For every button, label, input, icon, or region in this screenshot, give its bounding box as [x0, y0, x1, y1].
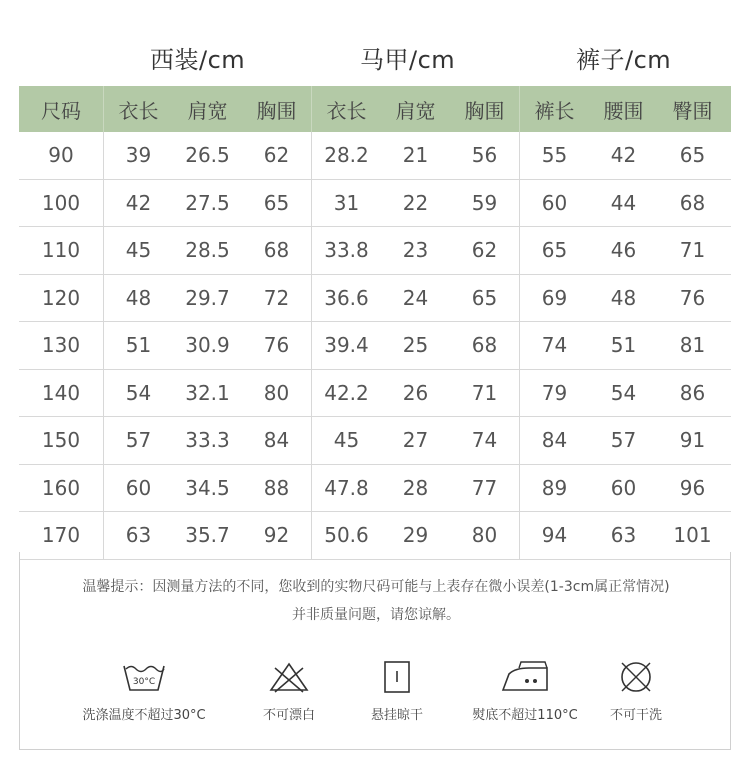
header-cell: 衣长 [118, 98, 159, 123]
no-dry-clean-icon [614, 660, 658, 694]
measure-cell: 29 [402, 523, 429, 548]
measure-cell: 45 [125, 238, 152, 263]
measure-cell: 68 [450, 322, 520, 369]
measure-cell: 86 [679, 380, 706, 405]
measure-cell: 60 [610, 475, 637, 500]
measure-cell: 59 [450, 180, 520, 227]
measure-cell: 22 [402, 190, 429, 215]
measure-cell: 60 [541, 190, 568, 215]
measure-cell: 44 [610, 190, 637, 215]
wash-temp-text: 30°C [132, 677, 156, 687]
header-cell: 尺码 [19, 86, 104, 132]
table-row [19, 370, 731, 418]
measure-cell: 34.5 [185, 475, 230, 500]
care-item-wash [74, 660, 214, 723]
measure-cell: 79 [541, 380, 568, 405]
measure-cell: 36.6 [324, 285, 369, 310]
measure-cell: 62 [242, 132, 312, 179]
table-row [19, 322, 731, 370]
measure-cell: 39.4 [324, 333, 369, 358]
measure-cell: 63 [610, 523, 637, 548]
size-cell: 160 [19, 465, 104, 512]
measure-cell: 65 [541, 238, 568, 263]
measure-cell: 84 [541, 428, 568, 453]
measure-cell: 69 [541, 285, 568, 310]
measure-cell: 63 [125, 523, 152, 548]
measure-cell: 80 [242, 370, 312, 417]
measure-cell: 65 [679, 143, 706, 168]
measure-cell: 29.7 [185, 285, 230, 310]
measure-cell: 65 [450, 275, 520, 322]
measure-cell: 51 [125, 333, 152, 358]
measure-cell: 96 [679, 475, 706, 500]
care-item-dryclean [566, 660, 706, 723]
size-cell: 120 [19, 275, 104, 322]
size-cell: 110 [19, 227, 104, 274]
measure-cell: 48 [125, 285, 152, 310]
measure-cell: 33.8 [324, 238, 369, 263]
measure-cell: 56 [450, 132, 520, 179]
size-cell: 140 [19, 370, 104, 417]
measure-cell: 28.2 [324, 143, 369, 168]
size-cell: 90 [19, 132, 104, 179]
measure-cell: 23 [402, 238, 429, 263]
measure-cell: 42 [125, 190, 152, 215]
measure-cell: 84 [242, 417, 312, 464]
measure-cell: 54 [610, 380, 637, 405]
measure-cell: 57 [610, 428, 637, 453]
measure-cell: 74 [450, 417, 520, 464]
measure-cell: 77 [450, 465, 520, 512]
size-table [19, 86, 731, 560]
size-cell: 170 [19, 512, 104, 559]
group-title-pants: 裤子/cm [576, 46, 672, 74]
table-header-row [19, 86, 731, 132]
notice-box [19, 552, 731, 750]
measure-cell: 94 [541, 523, 568, 548]
header-cell: 裤长 [534, 98, 575, 123]
measure-cell: 24 [402, 285, 429, 310]
measure-cell: 88 [242, 465, 312, 512]
measure-cell: 25 [402, 333, 429, 358]
hang-dry-icon [375, 660, 419, 694]
measure-cell: 28.5 [185, 238, 230, 263]
measure-cell: 46 [610, 238, 637, 263]
header-cell: 腰围 [603, 98, 644, 123]
table-row [19, 465, 731, 513]
measure-cell: 51 [610, 333, 637, 358]
measure-cell: 91 [679, 428, 706, 453]
table-row [19, 132, 731, 180]
header-cell: 臀围 [672, 98, 713, 123]
measure-cell: 42 [610, 143, 637, 168]
measure-cell: 26.5 [185, 143, 230, 168]
size-cell: 130 [19, 322, 104, 369]
measure-cell: 72 [242, 275, 312, 322]
header-cell: 胸围 [450, 86, 520, 132]
header-cell: 胸围 [242, 86, 312, 132]
measure-cell: 21 [402, 143, 429, 168]
header-cell: 衣长 [326, 98, 367, 123]
measure-cell: 48 [610, 285, 637, 310]
measure-cell: 101 [673, 523, 712, 548]
care-label: 悬挂晾干 [370, 708, 423, 723]
notice-text-line1: 温馨提示：因测量方法的不同，您收到的实物尺码可能与上表存在微小误差(1-3cm属正常情况) [82, 579, 670, 595]
group-title-vest: 马甲/cm [360, 46, 456, 74]
measure-cell: 32.1 [185, 380, 230, 405]
measure-cell: 76 [242, 322, 312, 369]
measure-cell: 80 [450, 512, 520, 559]
measure-cell: 28 [402, 475, 429, 500]
header-cell: 肩宽 [187, 98, 228, 123]
measure-cell: 60 [125, 475, 152, 500]
care-label: 不可干洗 [609, 708, 662, 723]
measure-cell: 54 [125, 380, 152, 405]
measure-cell: 27.5 [185, 190, 230, 215]
header-cell: 肩宽 [395, 98, 436, 123]
table-row [19, 180, 731, 228]
measure-cell: 89 [541, 475, 568, 500]
measure-cell: 76 [679, 285, 706, 310]
measure-cell: 55 [541, 143, 568, 168]
care-label: 熨底不超过110°C [472, 708, 578, 723]
table-body [19, 132, 731, 560]
measure-cell: 47.8 [324, 475, 369, 500]
care-item-hang [327, 660, 467, 723]
measure-cell: 50.6 [324, 523, 369, 548]
measure-cell: 68 [679, 190, 706, 215]
table-row [19, 275, 731, 323]
table-row [19, 417, 731, 465]
size-cell: 100 [19, 180, 104, 227]
measure-cell: 35.7 [185, 523, 230, 548]
no-bleach-icon [267, 660, 311, 694]
measure-cell: 71 [450, 370, 520, 417]
size-cell: 150 [19, 417, 104, 464]
measure-cell: 74 [541, 333, 568, 358]
iron-110-icon [497, 660, 553, 694]
measure-cell: 62 [450, 227, 520, 274]
measure-cell: 45 [333, 428, 360, 453]
measure-cell: 57 [125, 428, 152, 453]
measure-cell: 71 [679, 238, 706, 263]
measure-cell: 27 [402, 428, 429, 453]
measure-cell: 65 [242, 180, 312, 227]
care-label: 不可漂白 [262, 708, 315, 723]
measure-cell: 68 [242, 227, 312, 274]
measure-cell: 92 [242, 512, 312, 559]
measure-cell: 81 [679, 333, 706, 358]
care-label: 洗涤温度不超过30°C [82, 708, 206, 723]
measure-cell: 31 [333, 190, 360, 215]
measure-cell: 42.2 [324, 380, 369, 405]
measure-cell: 30.9 [185, 333, 230, 358]
measure-cell: 33.3 [185, 428, 230, 453]
measure-cell: 39 [125, 143, 152, 168]
wash-30-icon [120, 660, 168, 694]
table-row [19, 227, 731, 275]
group-title-suit: 西装/cm [150, 46, 246, 74]
measure-cell: 26 [402, 380, 429, 405]
notice-text-line2: 并非质量问题，请您谅解。 [292, 607, 460, 623]
